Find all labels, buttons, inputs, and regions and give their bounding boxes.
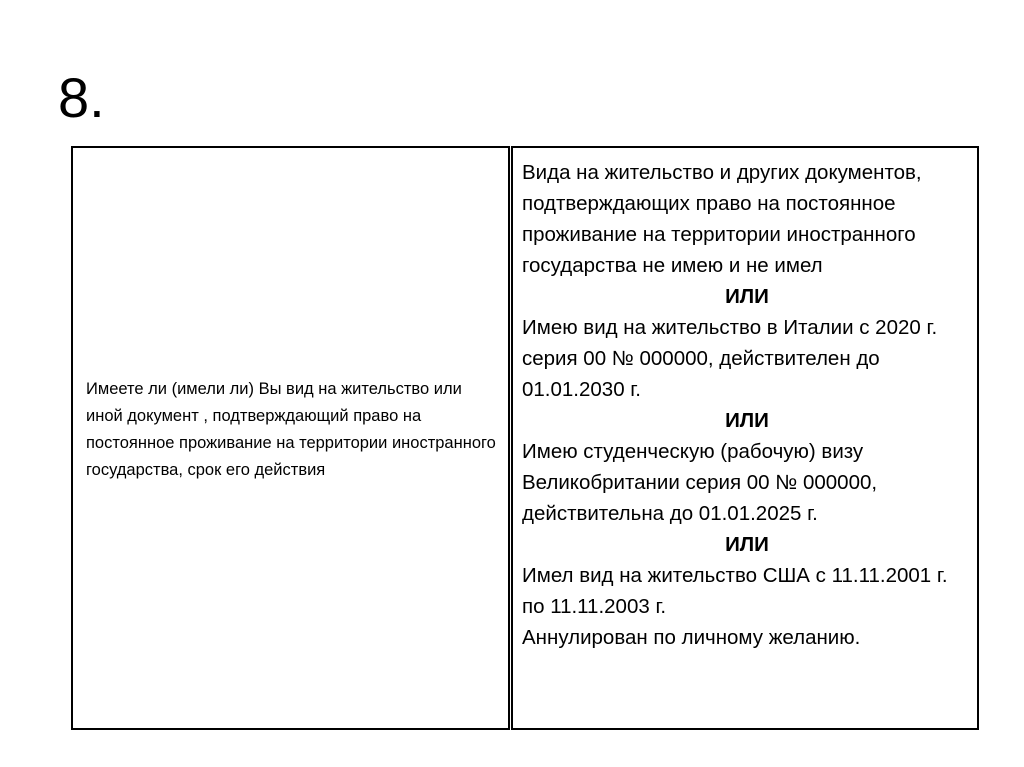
question-answer-table [72, 147, 978, 729]
answer-cell [512, 147, 978, 729]
question-text: Имеете ли (имели ли) Вы вид на жительство или иной документ , подтверждающий право на постоянное проживание на территории иностранного государства, срок его действия [86, 380, 496, 479]
answer-text [522, 157, 972, 653]
answer-option-uk-visa: Имею студенческую (рабочую) визу Великобритании серия 00 № 000000, действительна до 01.01.2025 г. [522, 440, 878, 525]
answer-option-no-residence: Вида на жительство и других документов, подтверждающих право на постоянное проживание на территории иностранного государства не имею и не имел [522, 161, 922, 277]
or-separator: ИЛИ [725, 409, 769, 432]
answer-option-usa-residence: Имел вид на жительство США с 11.11.2001 г. по 11.11.2003 г. [522, 564, 948, 618]
question-cell [72, 147, 509, 729]
or-separator: ИЛИ [725, 285, 769, 308]
answer-option-annulled-note: Аннулирован по личному желанию. [522, 626, 861, 649]
or-separator: ИЛИ [725, 533, 769, 556]
answer-option-italy-residence: Имею вид на жительство в Италии с 2020 г. серия 00 № 000000, действителен до 01.01.2030 г. [522, 316, 938, 401]
slide-number: 8. [58, 66, 105, 129]
